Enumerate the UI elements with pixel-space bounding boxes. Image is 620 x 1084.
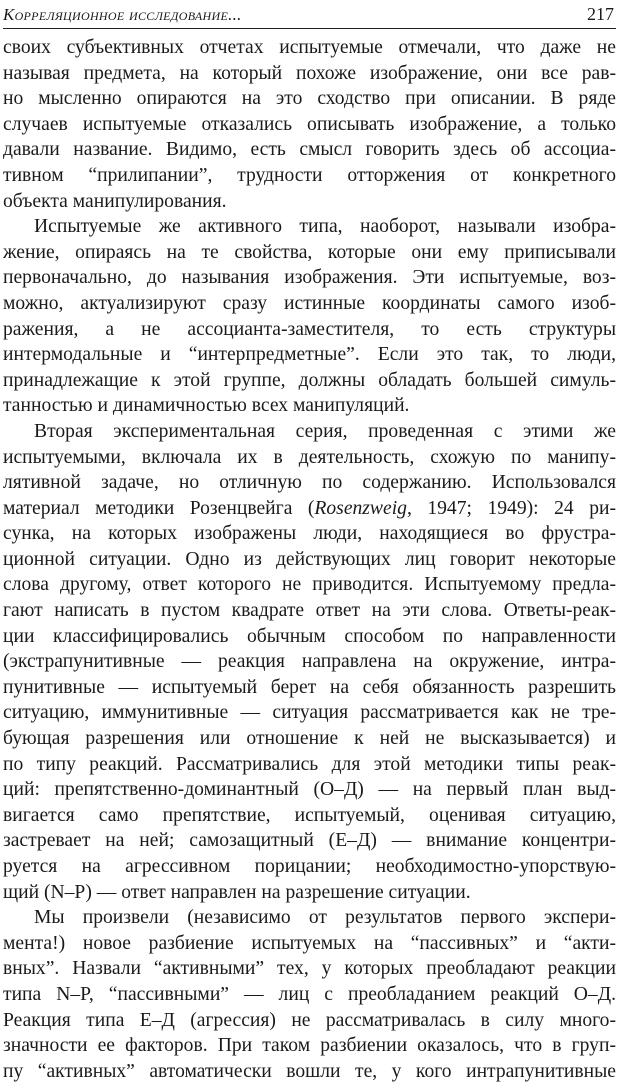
text-line: пу “активных” автоматически вошли те, у кого интрапунитивные xyxy=(3,1060,616,1082)
page-header xyxy=(3,2,616,29)
text-line: жение, опираясь на те свойства, которые они ему приписывали xyxy=(3,241,616,263)
page-number: 217 xyxy=(587,4,614,24)
cited-author: Rosenzweig xyxy=(314,497,407,519)
text-line: вных”. Назвали “активными” тех, у которых преобладают реакции xyxy=(3,958,616,980)
text-line: щий (N–P) — ответ направлен на разрешение ситуации. xyxy=(3,881,471,903)
text-line: сунка, на которых изображены люди, находящиеся во фрустра- xyxy=(3,523,616,545)
text-line: Мы произвели (независимо от результатов первого экспери- xyxy=(34,907,616,929)
paragraph xyxy=(3,214,616,419)
text-line: тивном “прилипании”, трудности отторжения от конкретного xyxy=(3,164,616,186)
text-line: называя предмета, на который похоже изображение, они все рав- xyxy=(3,62,616,84)
text-line: Реакция типа Е–Д (агрессия) не рассматривалась в силу много- xyxy=(3,1009,616,1031)
text-line: можно, актуализируют сразу истинные координаты самого изоб- xyxy=(3,292,616,314)
paragraph xyxy=(3,419,616,905)
text-line: гают написать в пустом квадрате ответ на эти слова. Ответы-реак- xyxy=(3,600,616,622)
text-line: значности ее факторов. При таком разбиении оказалось, что в груп- xyxy=(3,1035,616,1057)
paragraph xyxy=(3,35,616,214)
text-line: давали название. Видимо, есть смысл говорить здесь об ассоциа- xyxy=(3,139,616,161)
text-line: руется на агрессивном порицании; необходимостно-упорствую- xyxy=(3,856,616,877)
text-line: ций: препятственно-доминантный (О–Д) — на первый план выд- xyxy=(3,779,616,801)
text-line: застревает на ней; самозащитный (Е–Д) — внимание концентри- xyxy=(3,830,616,852)
text-line: ражения, а не ассоцианта-заместителя, то есть структуры xyxy=(3,318,616,340)
body-text xyxy=(3,35,616,1084)
text-line: ционной ситуации. Одно из действующих лиц говорит некоторые xyxy=(3,548,616,570)
text-line: мента!) новое разбиение испытуемых на “пассивных” и “акти- xyxy=(3,932,616,954)
running-title: Корреляционное исследование... xyxy=(3,5,242,24)
text-line: (экстрапунитивные — реакция направлена на окружение, интра- xyxy=(3,651,616,673)
text-line: первоначально, до называния изображения. Эти испытуемые, воз- xyxy=(3,267,616,289)
text-line: случаев испытуемые отказались описывать изображение, а только xyxy=(3,113,616,135)
text-line: интермодальные и “интерпредметные”. Если это так, то люди, xyxy=(3,344,616,366)
text-line: материал методики Розенцвейга (Rosenzweig, 1947; 1949): 24 ри- xyxy=(3,497,617,519)
text-line: по типу реакций. Рассматривались для этой методики типы реак- xyxy=(3,753,616,775)
text-line: ции классифицировались обычным способом по направленности xyxy=(3,625,616,647)
text-line: пунитивные — испытуемый берет на себя обязанность разрешить xyxy=(3,676,616,698)
text-line: ситуацию, иммунитивные — ситуация рассматривается как не тре- xyxy=(3,702,616,724)
text-line: бующая разрешения или отношение к ней не высказывается) и xyxy=(3,728,616,750)
text-line: слова другому, ответ которого не приводится. Испытуемому предла- xyxy=(3,574,616,596)
text-line: объекта манипулирования. xyxy=(3,190,227,212)
text-line: Испытуемые же активного типа, наоборот, называли изобра- xyxy=(34,216,616,238)
text-line: вигается само препятствие, испытуемый, оценивая ситуацию, xyxy=(3,804,616,826)
text-line: танностью и динамичностью всех манипуляций. xyxy=(3,395,410,417)
text-line: Вторая экспериментальная серия, проведенная с этими же xyxy=(34,420,616,442)
text-line: своих субъективных отчетах испытуемые отмечали, что даже не xyxy=(3,37,616,58)
text-line: принадлежащие к этой группе, должны обладать большей симуль- xyxy=(3,369,616,391)
text-line: типа N–P, “пассивными” — лиц с преобладанием реакций О–Д. xyxy=(3,983,616,1005)
text-line: лятивной задаче, но отличную по содержанию. Использовался xyxy=(3,472,616,494)
text-line: испытуемыми, включала их в деятельность, схожую по манипу- xyxy=(3,446,616,468)
text-line: но мысленно опираются на это сходство при описании. В ряде xyxy=(3,88,616,110)
